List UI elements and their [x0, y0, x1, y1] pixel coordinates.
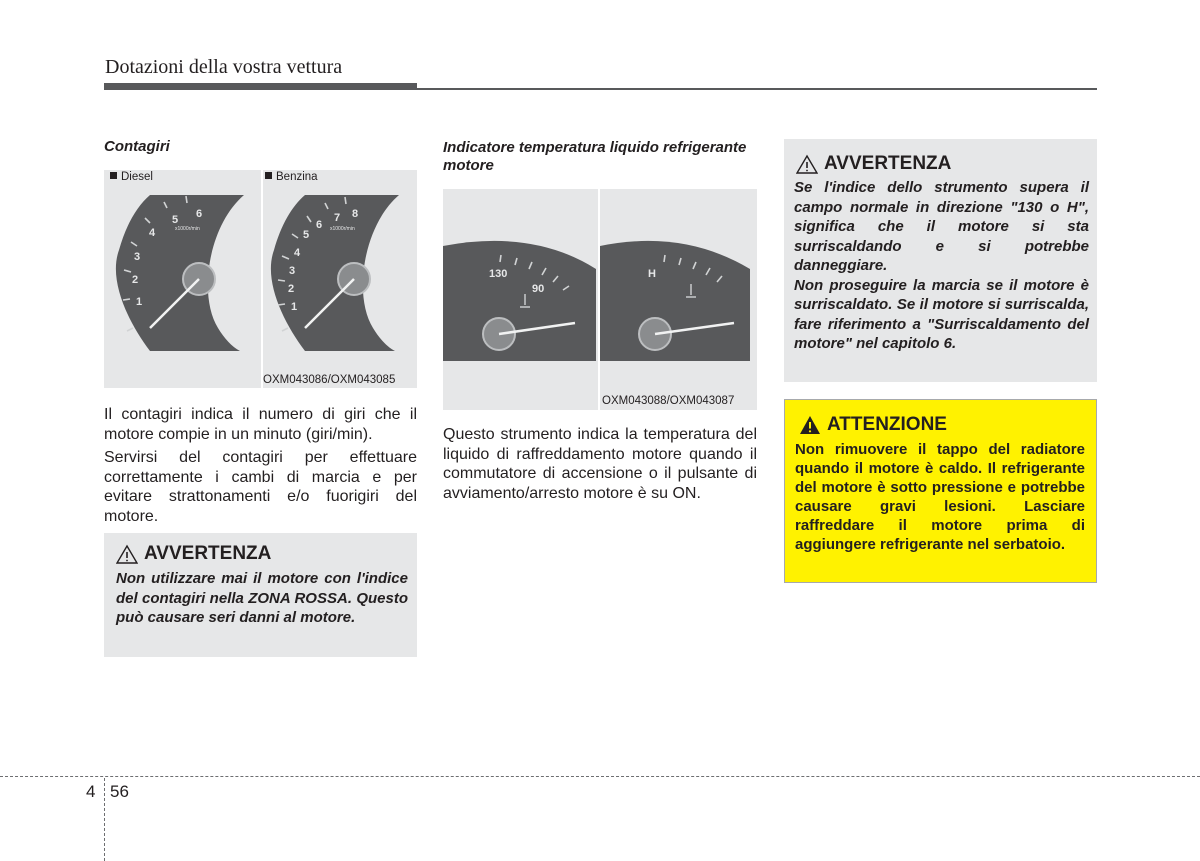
tachometer-gauges — [104, 170, 417, 388]
tachometer-warning-title: AVVERTENZA — [144, 543, 272, 564]
radiator-caution-header — [799, 414, 947, 436]
warning-triangle-icon — [796, 154, 818, 174]
diesel-label: Diesel — [110, 171, 153, 183]
tachometer-paragraph: Servirsi del contagiri per effettuare correttamente i cambi di marcia e per evitare strattonamenti e/o fuorigiri del motore. — [104, 449, 417, 525]
tachometer-paragraph: Il contagiri indica il numero di giri che il motore compie in un minuto (giri/min). — [104, 406, 417, 443]
diesel-tick-label: 5 — [172, 214, 179, 226]
tachometer-figure — [104, 170, 417, 388]
radiator-caution-text: Non rimuovere il tappo del radiatore quando il motore è caldo. Il refrigerante del motore è sotto pressione e potrebbe causare gravi lesioni. Lasciare raffreddare il motore prima di aggiungere refrigerante nel serbatoio. — [795, 441, 1085, 553]
diesel-tick-label: 4 — [149, 227, 156, 239]
overheat-warning-paragraph: Non proseguire la marcia se il motore è surriscaldato. Se il motore si surriscalda, fare riferimento a "Surriscaldamento del motore" nel capitolo 6. — [794, 276, 1089, 352]
chapter-number: 4 — [86, 782, 96, 801]
footer-rule — [0, 776, 1200, 777]
tachometer-body-text — [104, 405, 417, 530]
tachometer-figure-caption: OXM043086/OXM043085 — [263, 374, 396, 386]
header-rule-dark — [104, 83, 417, 90]
petrol-tick-label: 8 — [352, 208, 359, 220]
header-rule-thin — [417, 88, 1097, 90]
overheat-warning-title: AVVERTENZA — [824, 153, 952, 174]
temperature-title: Indicatore temperatura liquido refrigerante motore — [443, 139, 747, 174]
petrol-tick-label: 4 — [294, 247, 301, 259]
diesel-tick-label: 6 — [196, 208, 203, 220]
tachometer-warning-header — [116, 543, 271, 565]
petrol-tick-label: 7 — [334, 212, 341, 224]
temperature-gauges — [443, 189, 757, 410]
page-header-title: Dotazioni della vostra vettura — [105, 56, 343, 78]
petrol-tick-label: 3 — [289, 265, 296, 277]
temperature-section — [443, 139, 757, 175]
temperature-body-text: Questo strumento indica la temperatura del liquido di raffreddamento motore quando il commutatore di accensione o il pulsante di avviamento/arresto motore è su ON. — [443, 426, 757, 502]
temperature-gauge1-label: 130 — [489, 268, 508, 280]
tachometer-warning-box — [104, 533, 417, 657]
diesel-tick-label: 3 — [134, 251, 141, 263]
petrol-tick-label: 2 — [288, 283, 295, 295]
petrol-unit-label: x1000r/min — [330, 226, 355, 232]
diesel-tick-label: 2 — [132, 274, 139, 286]
radiator-caution-title: ATTENZIONE — [827, 414, 947, 435]
overheat-warning-box — [784, 139, 1097, 382]
tachometer-section — [104, 138, 417, 156]
caution-triangle-icon — [799, 415, 821, 435]
petrol-tick-label: 1 — [291, 301, 298, 313]
temperature-gauge2-label: H — [648, 268, 656, 280]
temperature-figure-caption: OXM043088/OXM043087 — [602, 395, 735, 407]
warning-triangle-icon — [116, 544, 138, 564]
petrol-label: Benzina — [265, 171, 318, 183]
temperature-gauge1-label: 90 — [532, 283, 545, 295]
petrol-tick-label: 5 — [303, 229, 310, 241]
overheat-warning-paragraph: Se l'indice dello strumento supera il campo normale in direzione "130 o H", significa che il motore si sta surriscaldando e si potrebbe danneggiare. — [794, 179, 1089, 274]
page-number: 56 — [110, 782, 129, 801]
radiator-caution-box — [784, 399, 1097, 583]
tachometer-title: Contagiri — [104, 138, 170, 155]
tachometer-warning-text: Non utilizzare mai il motore con l'indice del contagiri nella ZONA ROSSA. Questo può causare seri danni al motore. — [116, 570, 408, 626]
diesel-unit-label: x1000r/min — [175, 226, 200, 232]
footer-divider — [104, 778, 105, 861]
diesel-tick-label: 1 — [136, 296, 143, 308]
petrol-tick-label: 6 — [316, 219, 323, 231]
overheat-warning-header — [796, 153, 951, 175]
temperature-figure — [443, 189, 757, 410]
overheat-warning-text — [794, 178, 1089, 354]
